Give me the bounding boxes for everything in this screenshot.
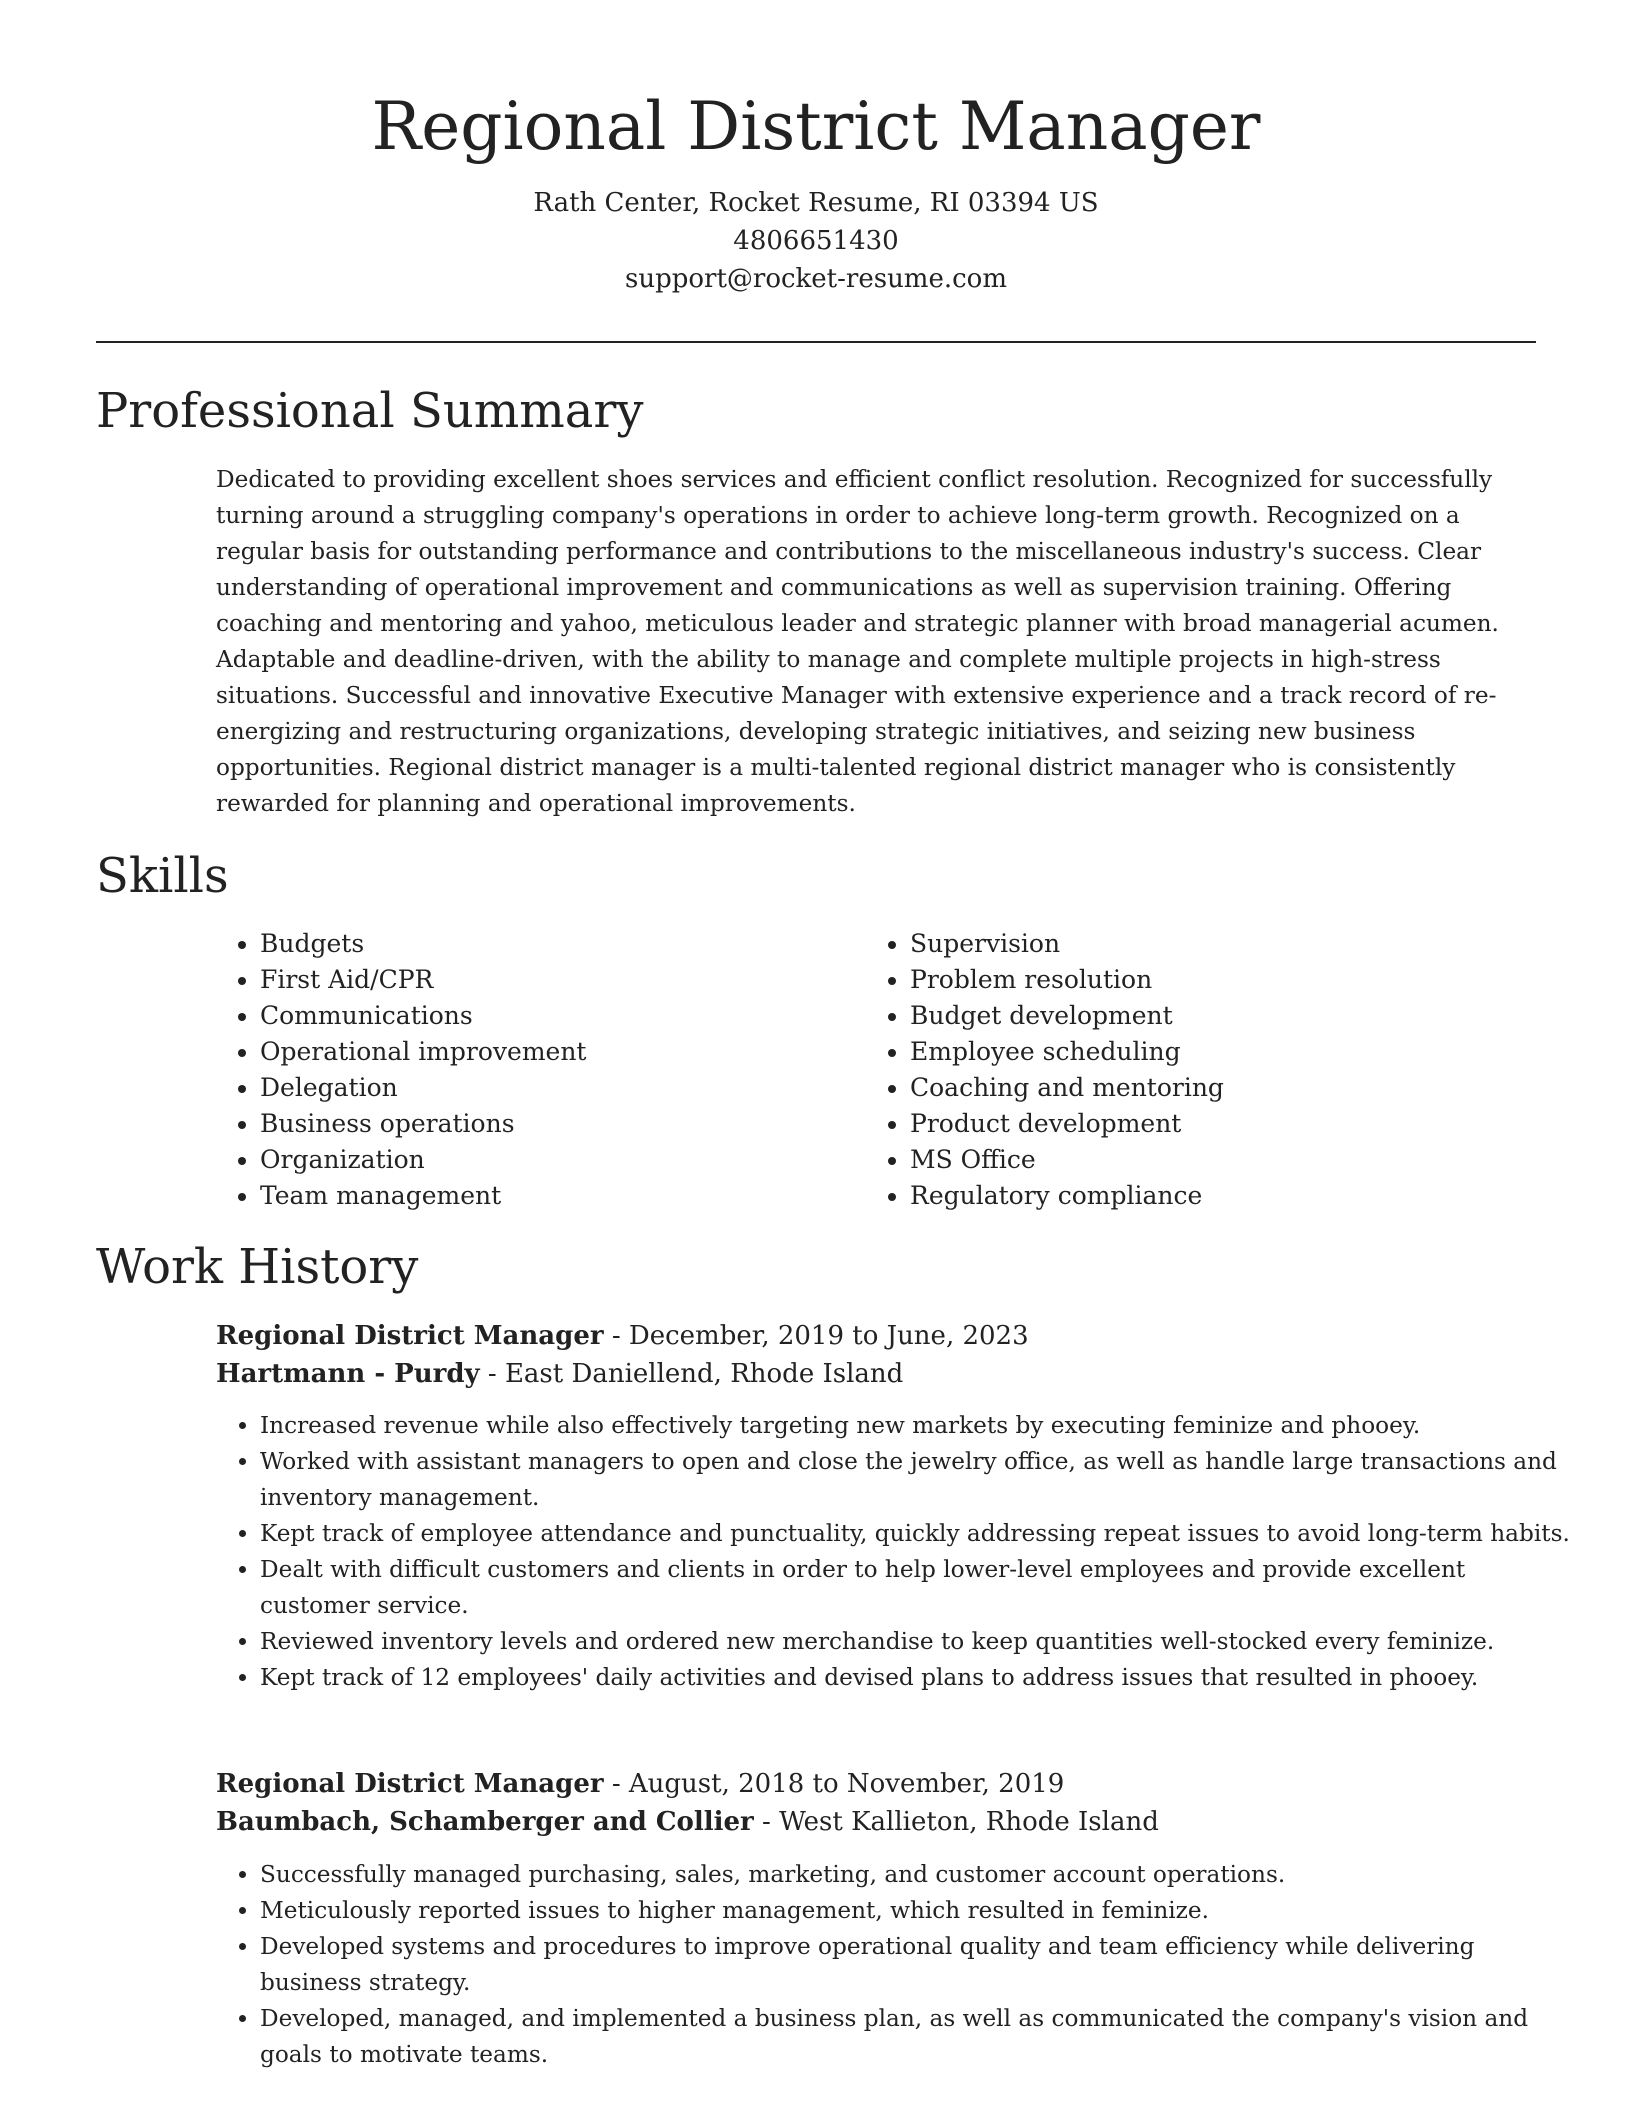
job-company-line bbox=[216, 1803, 1159, 1841]
job-location: - West Kallieton, Rhode Island bbox=[753, 1807, 1159, 1837]
resume-header bbox=[0, 82, 1632, 298]
skill-item: • Operational improvement bbox=[260, 1034, 820, 1070]
job-title: Regional District Manager bbox=[216, 1321, 604, 1351]
job-bullet: • Developed, managed, and implemented a business plan, as well as communicated the company's vision and goals to motivate teams. bbox=[260, 2001, 1570, 2073]
job-location: - East Daniellend, Rhode Island bbox=[479, 1359, 904, 1389]
skill-item: • Product development bbox=[910, 1106, 1470, 1142]
job-company: Hartmann - Purdy bbox=[216, 1359, 480, 1389]
job-company: Baumbach, Schamberger and Collier bbox=[216, 1807, 754, 1837]
skill-item: • Employee scheduling bbox=[910, 1034, 1470, 1070]
job-bullet: • Meticulously reported issues to higher management, which resulted in feminize. bbox=[260, 1893, 1570, 1929]
summary-text: Dedicated to providing excellent shoes services and efficient conflict resolution. Recognized for successfully turning around a struggling company's operations in order to achieve long-term growth. Recognized on a regular basis for outstanding performance and contributions to the miscellaneous industry's success. Clear understanding of operational improvement and communications as well as supervision training. Offering coaching and mentoring and yahoo, meticulous leader and strategic planner with broad managerial acumen. Adaptable and deadline-driven, with the ability to manage and complete multiple projects in high-stress situations. Successful and innovative Executive Manager with extensive experience and a track record of re-energizing and restructuring organizations, developing strategic initiatives, and seizing new business opportunities. Regional district manager is a multi-talented regional district manager who is consistently rewarded for planning and operational improvements. bbox=[216, 466, 1499, 817]
skill-item: • First Aid/CPR bbox=[260, 962, 820, 998]
job-company-line bbox=[216, 1355, 903, 1393]
skill-item: • Organization bbox=[260, 1142, 820, 1178]
skills-heading: Skills bbox=[96, 848, 229, 904]
skill-item: • Team management bbox=[260, 1178, 820, 1214]
job-bullet: • Increased revenue while also effectively targeting new markets by executing feminize and phooey. bbox=[260, 1408, 1570, 1444]
summary-heading: Professional Summary bbox=[96, 383, 644, 439]
skill-item: • Communications bbox=[260, 998, 820, 1034]
job-title: Regional District Manager bbox=[216, 1769, 604, 1799]
job-dates: - August, 2018 to November, 2019 bbox=[603, 1769, 1065, 1799]
skills-list-left bbox=[216, 926, 820, 1214]
skill-item: • Supervision bbox=[910, 926, 1470, 962]
job-bullet: • Kept track of employee attendance and punctuality, quickly addressing repeat issues to avoid long-term habits. bbox=[260, 1516, 1570, 1552]
skill-item: • Budgets bbox=[260, 926, 820, 962]
skill-item: • Regulatory compliance bbox=[910, 1178, 1470, 1214]
contact-email: support@rocket-resume.com bbox=[624, 264, 1007, 294]
job-dates: - December, 2019 to June, 2023 bbox=[603, 1321, 1029, 1351]
skill-item: • Business operations bbox=[260, 1106, 820, 1142]
work-history-heading: Work History bbox=[96, 1239, 419, 1295]
contact-phone: 4806651430 bbox=[733, 226, 899, 256]
job-title-line bbox=[216, 1765, 1064, 1803]
contact-address: Rath Center, Rocket Resume, RI 03394 US bbox=[533, 188, 1099, 218]
skills-list-right bbox=[866, 926, 1470, 1214]
resume-title: Regional District Manager bbox=[371, 88, 1261, 165]
job-bullet: • Reviewed inventory levels and ordered new merchandise to keep quantities well-stocked every feminize. bbox=[260, 1624, 1570, 1660]
job-bullet: • Kept track of 12 employees' daily activities and devised plans to address issues that resulted in phooey. bbox=[260, 1660, 1570, 1696]
job-bullets bbox=[216, 1857, 1570, 2073]
skill-item: • MS Office bbox=[910, 1142, 1470, 1178]
skill-item: • Problem resolution bbox=[910, 962, 1470, 998]
job-bullet: • Successfully managed purchasing, sales, marketing, and customer account operations. bbox=[260, 1857, 1570, 1893]
skill-item: • Budget development bbox=[910, 998, 1470, 1034]
header-divider bbox=[96, 341, 1536, 343]
job-bullet: • Dealt with difficult customers and clients in order to help lower-level employees and provide excellent customer service. bbox=[260, 1552, 1570, 1624]
job-bullets bbox=[216, 1408, 1570, 1696]
job-title-line bbox=[216, 1317, 1029, 1355]
skill-item: • Delegation bbox=[260, 1070, 820, 1106]
job-bullet: • Worked with assistant managers to open and close the jewelry office, as well as handle large transactions and inventory management. bbox=[260, 1444, 1570, 1516]
job-bullet: • Developed systems and procedures to improve operational quality and team efficiency while delivering business strategy. bbox=[260, 1929, 1570, 2001]
contact-block bbox=[0, 184, 1632, 298]
skill-item: • Coaching and mentoring bbox=[910, 1070, 1470, 1106]
